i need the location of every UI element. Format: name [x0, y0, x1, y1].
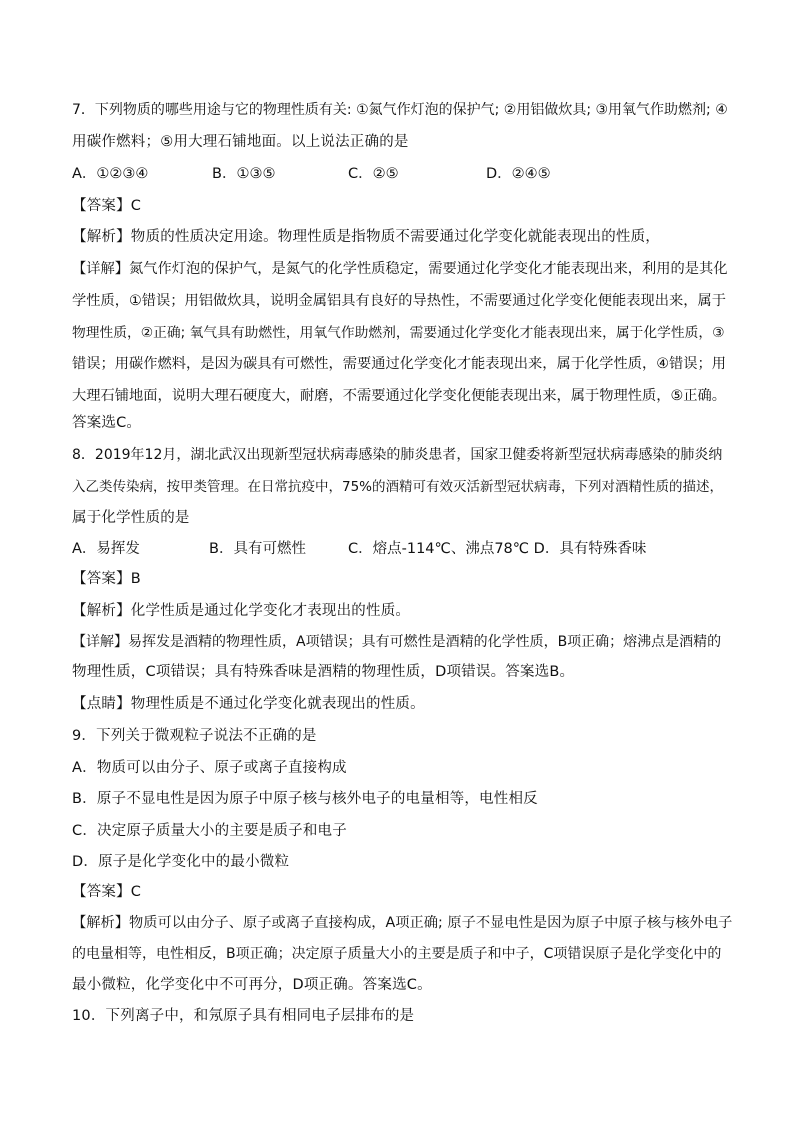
- q8-option-b: B．具有可燃性: [209, 541, 306, 557]
- q9-option-d: D．原子是化学变化中的最小微粒: [72, 854, 290, 870]
- q9-answer: 【答案】C: [72, 884, 142, 900]
- q8-stem-line: 属于化学性质的是: [72, 510, 190, 526]
- q8-detail-line: 【详解】易挥发是酒精的物理性质，A项错误；具有可燃性是酒精的化学性质，B项正确；熔沸点是酒精的: [72, 634, 722, 650]
- q9-option-a: A．物质可以由分子、原子或离子直接构成: [72, 760, 347, 776]
- q9-analysis-line: 【解析】物质可以由分子、原子或离子直接构成，A项正确; 原子不显电性是因为原子中原子核与核外电子: [72, 915, 733, 931]
- q7-detail-line: 错误；用碳作燃料，是因为碳具有可燃性，需要通过化学变化才能表现出来，属于化学性质，④错误；用: [72, 356, 727, 372]
- q9-option-c: C．决定原子质量大小的主要是质子和电子: [72, 823, 347, 839]
- q9-stem: 9．下列关于微观粒子说法不正确的是: [72, 728, 317, 744]
- q7-detail-line: 学性质，①错误；用铝做炊具，说明金属铝具有良好的导热性，不需要通过化学变化便能表现出来，属于: [72, 293, 727, 309]
- q8-option-a: A．易挥发: [72, 541, 140, 557]
- q10-stem: 10．下列离子中，和氖原子具有相同电子层排布的是: [72, 1008, 415, 1024]
- q9-analysis-line: 最小微粒，化学变化中不可再分，D项正确。答案选C。: [72, 977, 432, 993]
- q8-tip: 【点睛】物理性质是不通过化学变化就表现出的性质。: [72, 696, 425, 712]
- q8-answer: 【答案】B: [72, 571, 141, 587]
- q7-detail-line: 物理性质，②正确; 氧气具有助燃性，用氧气作助燃剂，需要通过化学变化才能表现出来，属于化学性质，③: [72, 325, 725, 341]
- q7-answer: 【答案】C: [72, 198, 142, 214]
- q8-detail-line: 物理性质，C项错误；具有特殊香味是酒精的物理性质，D项错误。答案选B。: [72, 664, 575, 680]
- q8-stem-line: 8．2019年12月，湖北武汉出现新型冠状病毒感染的肺炎患者，国家卫健委将新型冠状病毒感染的肺炎纳: [72, 447, 723, 463]
- q7-analysis: 【解析】物质的性质决定用途。物理性质是指物质不需要通过化学变化就能表现出的性质，: [72, 229, 660, 245]
- q7-option-c: C．②⑤: [348, 166, 399, 182]
- q8-analysis: 【解析】化学性质是通过化学变化才表现出的性质。: [72, 603, 411, 619]
- q7-detail-line: 【详解】氮气作灯泡的保护气，是氮气的化学性质稳定，需要通过化学变化才能表现出来，利用的是其化: [72, 261, 728, 277]
- q7-detail-line: 答案选C。: [72, 415, 142, 431]
- q7-option-b: B．①③⑤: [212, 166, 276, 182]
- q8-stem-line: 入乙类传染病，按甲类管理。在日常抗疫中，75%的酒精可有效灭活新型冠状病毒，下列对酒精性质的描述，: [72, 479, 724, 495]
- q7-detail-line: 大理石铺地面，说明大理石硬度大，耐磨，不需要通过化学变化便能表现出来，属于物理性质，⑤正确。: [72, 388, 727, 404]
- q7-stem-line1: 7．下列物质的哪些用途与它的物理性质有关: ①氮气作灯泡的保护气; ②用铝做炊具; ③用氧气作助燃剂; ④: [72, 102, 728, 118]
- q8-option-cd: C．熔点-114℃、沸点78℃ D．具有特殊香味: [348, 541, 647, 557]
- q9-option-b: B．原子不显电性是因为原子中原子核与核外电子的电量相等，电性相反: [72, 791, 538, 807]
- q7-stem-line2: 用碳作燃料；⑤用大理石铺地面。以上说法正确的是: [72, 134, 409, 150]
- q7-option-d: D．②④⑤: [486, 166, 551, 182]
- q9-analysis-line: 的电量相等，电性相反，B项正确；决定原子质量大小的主要是质子和中子，C项错误原子是化学变化中的: [72, 946, 722, 962]
- q7-option-a: A．①②③④: [72, 166, 149, 182]
